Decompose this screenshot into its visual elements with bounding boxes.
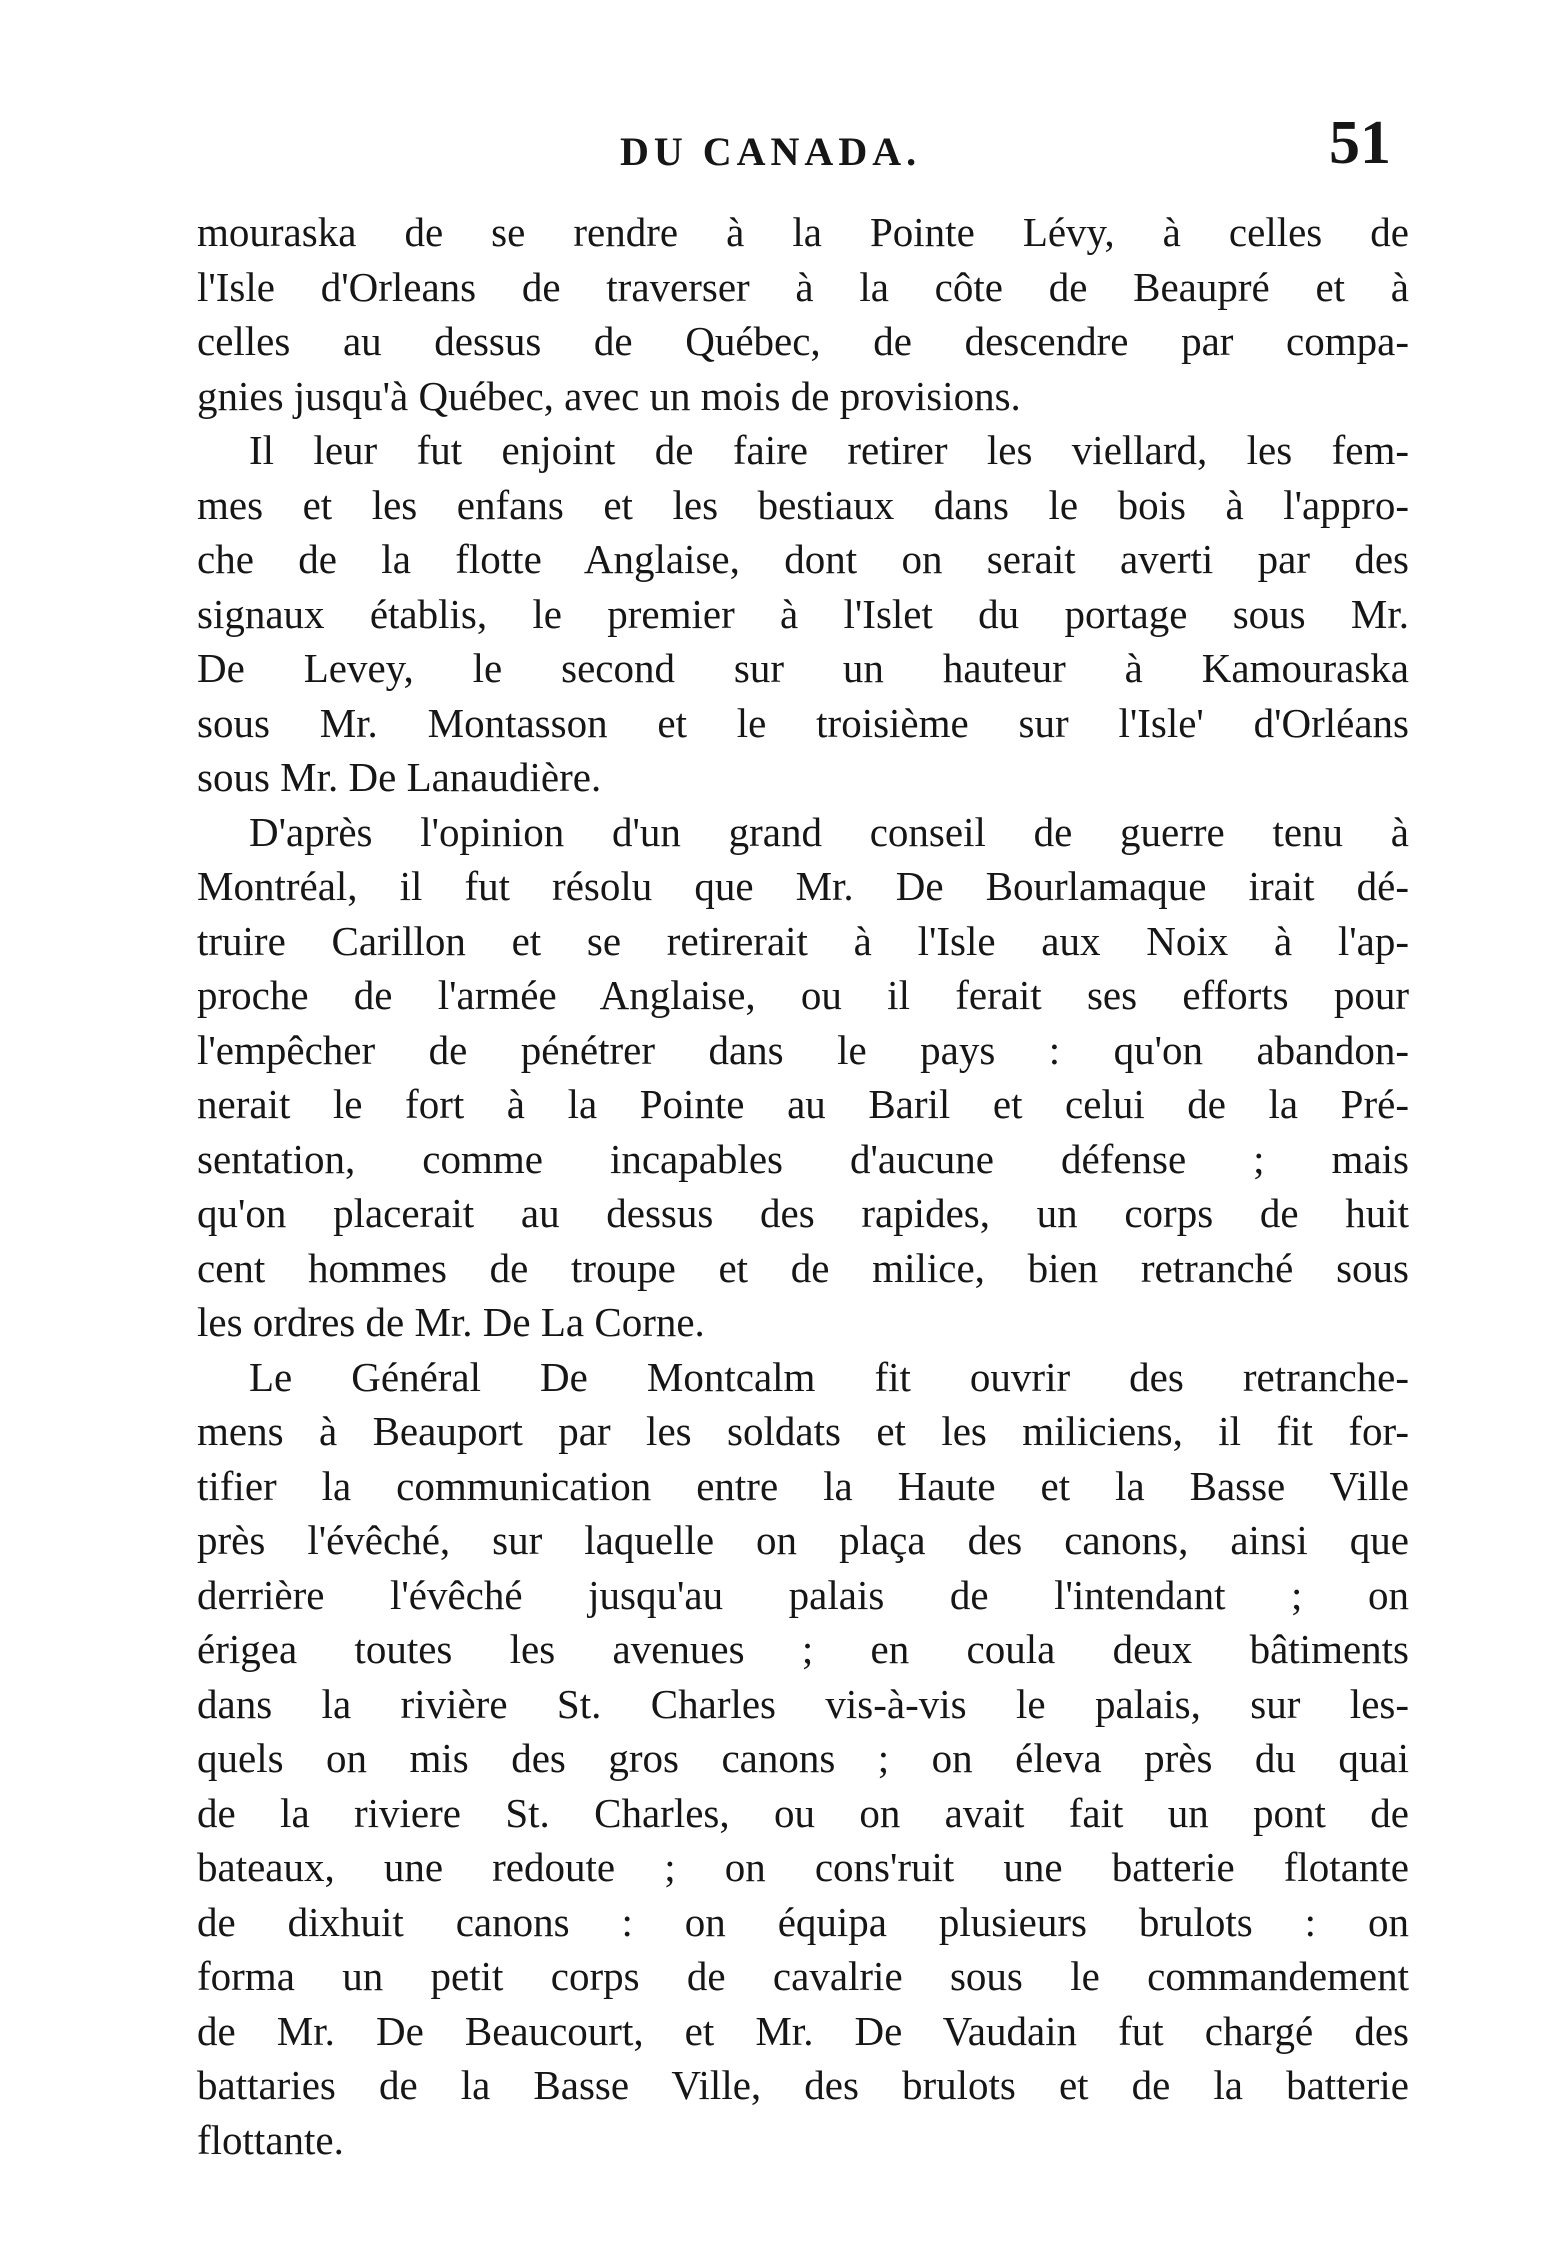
- text-line: sentation, comme incapables d'aucune défense ; mais: [197, 1135, 1409, 1182]
- text-line: les ordres de Mr. De La Corne.: [197, 1299, 705, 1345]
- text-line: D'après l'opinion d'un grand conseil de guerre tenu à: [249, 808, 1409, 855]
- text-line: derrière l'évêché jusqu'au palais de l'intendant ; on: [197, 1571, 1409, 1618]
- text-line: gnies jusqu'à Québec, avec un mois de provisions.: [197, 372, 1021, 419]
- text-line: Montréal, il fut résolu que Mr. De Bourlamaque irait dé-: [197, 863, 1409, 909]
- body-text: [197, 205, 1409, 2167]
- text-line: flottante.: [197, 2116, 344, 2163]
- page-number: 51: [1329, 109, 1391, 177]
- text-line: che de la flotte Anglaise, dont on serait averti par des: [197, 536, 1409, 582]
- text-line: Il leur fut enjoint de faire retirer les viellard, les fem-: [249, 427, 1409, 473]
- text-line: dans la rivière St. Charles vis-à-vis le palais, sur les-: [197, 1680, 1409, 1727]
- text-line: de dixhuit canons : on équipa plusieurs brulots : on: [197, 1898, 1409, 1945]
- text-line: truire Carillon et se retirerait à l'Isle aux Noix à l'ap-: [197, 917, 1409, 964]
- text-line: qu'on placerait au dessus des rapides, un corps de huit: [197, 1190, 1409, 1236]
- text-line: bateaux, une redoute ; on cons'ruit une batterie flotante: [197, 1844, 1409, 1890]
- text-line: forma un petit corps de cavalrie sous le commandement: [197, 1953, 1409, 1999]
- text-line: sous Mr. Montasson et le troisième sur l'Isle' d'Orléans: [197, 699, 1409, 746]
- text-line: quels on mis des gros canons ; on éleva près du quai: [197, 1735, 1409, 1781]
- text-line: Le Général De Montcalm fit ouvrir des retranche-: [249, 1353, 1409, 1400]
- text-line: nerait le fort à la Pointe au Baril et celui de la Pré-: [197, 1081, 1409, 1127]
- text-line: tifier la communication entre la Haute et la Basse Ville: [197, 1462, 1409, 1509]
- text-line: proche de l'armée Anglaise, ou il ferait ses efforts pour: [197, 972, 1409, 1018]
- text-line: De Levey, le second sur un hauteur à Kamouraska: [197, 645, 1409, 691]
- text-line: érigea toutes les avenues ; en coula deux bâtiments: [197, 1626, 1409, 1672]
- text-line: battaries de la Basse Ville, des brulots et de la batterie: [197, 2062, 1409, 2108]
- text-line: celles au dessus de Québec, de descendre par compa-: [197, 318, 1409, 364]
- text-line: l'Isle d'Orleans de traverser à la côte de Beaupré et à: [197, 263, 1409, 310]
- text-line: mouraska de se rendre à la Pointe Lévy, à celles de: [197, 209, 1409, 255]
- text-line: sous Mr. De Lanaudière.: [197, 754, 602, 800]
- running-head: [200, 108, 1391, 188]
- text-line: de Mr. De Beaucourt, et Mr. De Vaudain fut chargé des: [197, 2007, 1409, 2054]
- text-line: signaux établis, le premier à l'Islet du portage sous Mr.: [197, 590, 1409, 637]
- text-line: mes et les enfans et les bestiaux dans le bois à l'appro-: [197, 481, 1409, 528]
- text-line: près l'évêché, sur laquelle on plaça des canons, ainsi que: [197, 1517, 1409, 1563]
- text-line: l'empêcher de pénétrer dans le pays : qu'on abandon-: [197, 1026, 1409, 1073]
- text-line: de la riviere St. Charles, ou on avait fait un pont de: [197, 1789, 1409, 1836]
- running-title: DU CANADA.: [620, 129, 922, 174]
- text-line: mens à Beauport par les soldats et les miliciens, il fit for-: [197, 1408, 1409, 1454]
- text-line: cent hommes de troupe et de milice, bien retranché sous: [197, 1244, 1409, 1291]
